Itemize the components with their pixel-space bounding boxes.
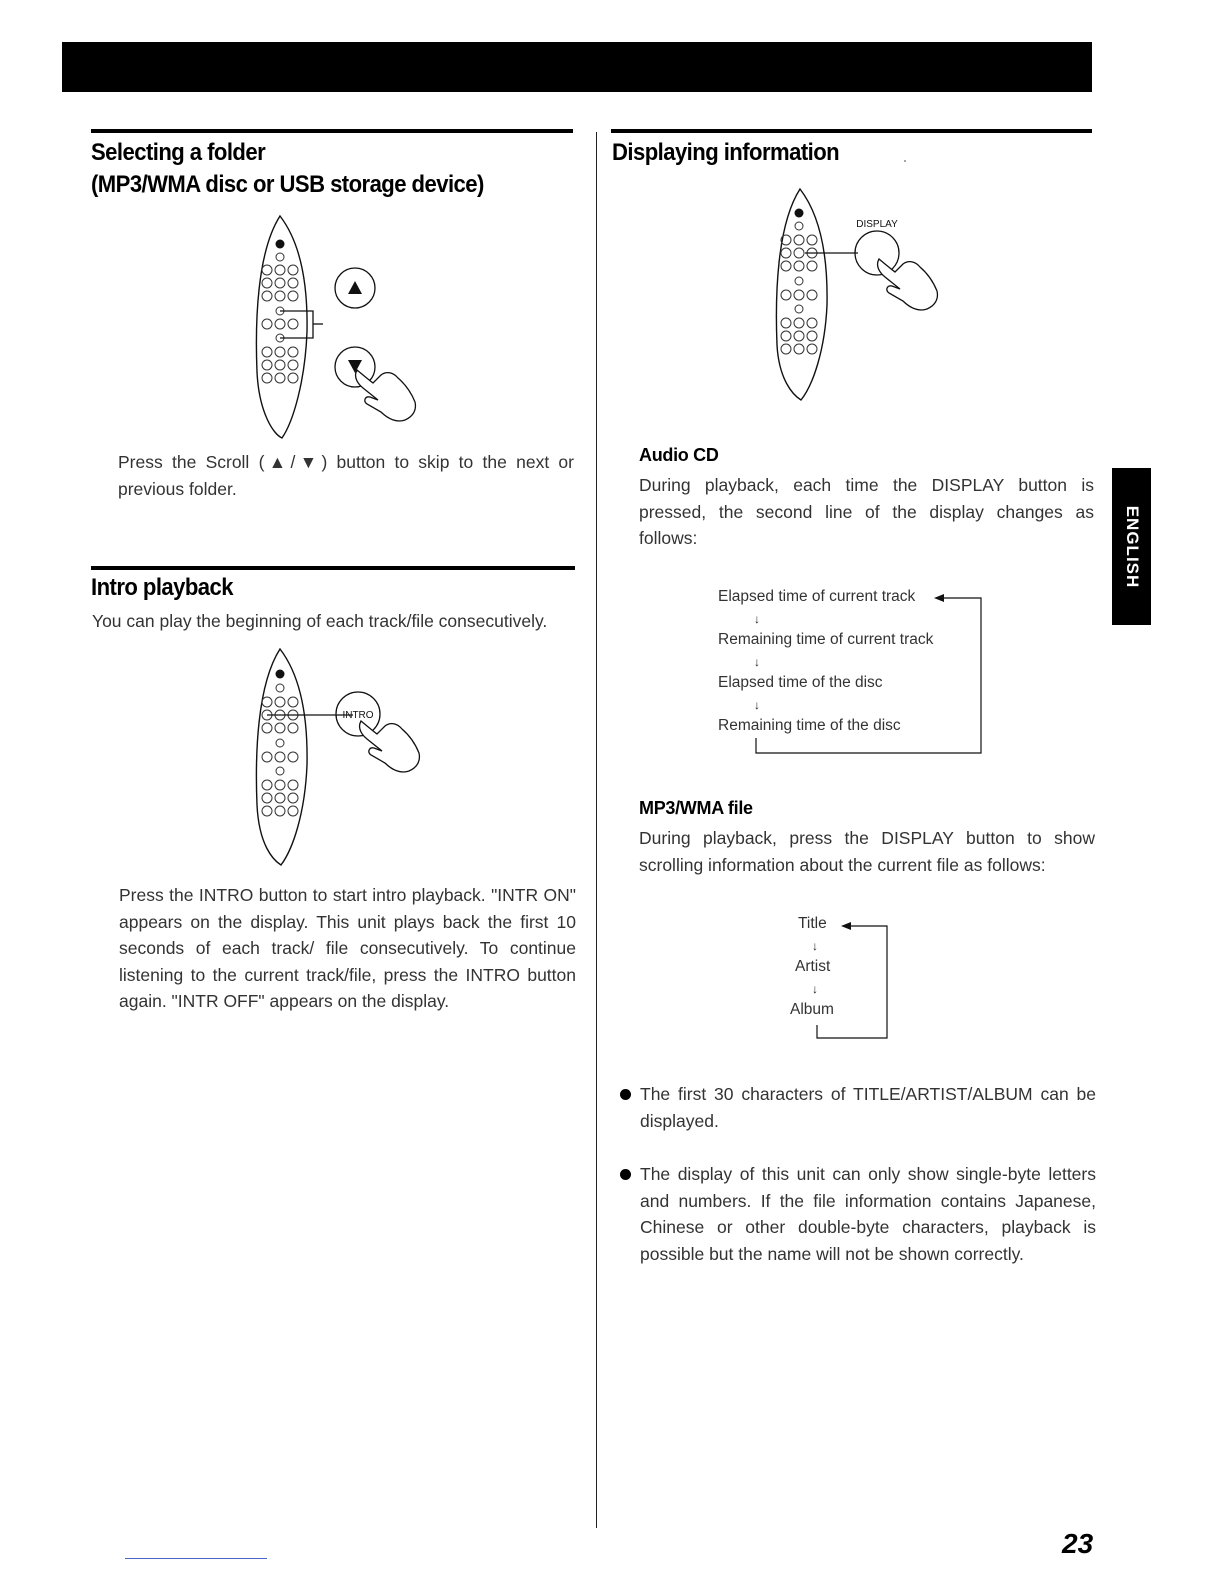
folder-instructions: Press the Scroll (▲/▼) button to skip to the next or previous folder. [118,452,574,499]
audio-cd-text: During playback, each time the DISPLAY button is pressed, the second line of the display changes as follows: [639,475,1094,548]
language-tab-label: ENGLISH [1122,505,1142,588]
folder-title-line1: Selecting a folder [91,139,266,166]
flow-loop-line [718,588,998,763]
note-bullet [620,1161,1096,1271]
intro-lead: You can play the beginning of each track/file consecutively. [92,611,548,631]
display-button-label: DISPLAY [856,219,898,230]
stray-dot [904,160,906,162]
section-rule-display [611,129,1092,133]
flow-item: Remaining time of current track [718,631,934,648]
bullet-icon [620,1089,631,1100]
flow-item: Elapsed time of current track [718,588,916,605]
mp3-heading: MP3/WMA file [639,798,753,818]
flow-arrow-icon: ↓ [812,982,818,996]
intro-button-label: INTRO [342,710,374,721]
flow-arrow-icon: ↓ [754,698,760,712]
note-text: The first 30 characters of TITLE/ARTIST/ALBUM can be displayed. [640,1084,1096,1131]
header-bar [62,42,1092,92]
mp3-flow [780,915,900,1045]
note-bullet [620,1081,1096,1137]
footer-line [125,1558,267,1559]
flow-item: Artist [795,958,831,975]
bullet-icon [620,1169,631,1180]
intro-title: Intro playback [91,574,233,601]
folder-title-line2: (MP3/WMA disc or USB storage device) [91,171,484,198]
note-text: The display of this unit can only show single-byte letters and numbers. If the file information contains Japanese, Chinese or other double-byte characters, playback is possible but the name will not be shown correctly. [640,1164,1096,1264]
audio-cd-heading: Audio CD [639,445,719,465]
remote-display-illustration [765,185,950,405]
remote-scroll-illustration [245,212,425,444]
flow-item: Album [790,1001,834,1018]
flow-item: Elapsed time of the disc [718,674,883,691]
flow-arrow-icon: ↓ [754,612,760,626]
flow-item: Remaining time of the disc [718,717,901,734]
mp3-text: During playback, press the DISPLAY button to show scrolling information about the current file as follows: [639,828,1095,875]
flow-loop-line [780,915,900,1045]
flow-arrow-icon: ↓ [812,939,818,953]
flow-arrow-icon: ↓ [754,655,760,669]
page-number: 23 [1062,1528,1094,1559]
section-rule-intro [91,566,575,570]
flow-item: Title [798,915,827,932]
section-rule-folder [91,129,573,133]
display-title: Displaying information [612,139,840,166]
remote-intro-illustration [245,645,430,870]
language-tab [1112,468,1151,625]
intro-instructions: Press the INTRO button to start intro playback. "INTR ON" appears on the display. This unit plays back the first 10 seconds of each track/ file consecutively. To continue listening to the current track/file, press the INTRO button again. "INTR OFF" appears on the display. [119,885,576,1011]
audio-cd-flow [718,588,998,763]
column-divider [596,132,597,1528]
